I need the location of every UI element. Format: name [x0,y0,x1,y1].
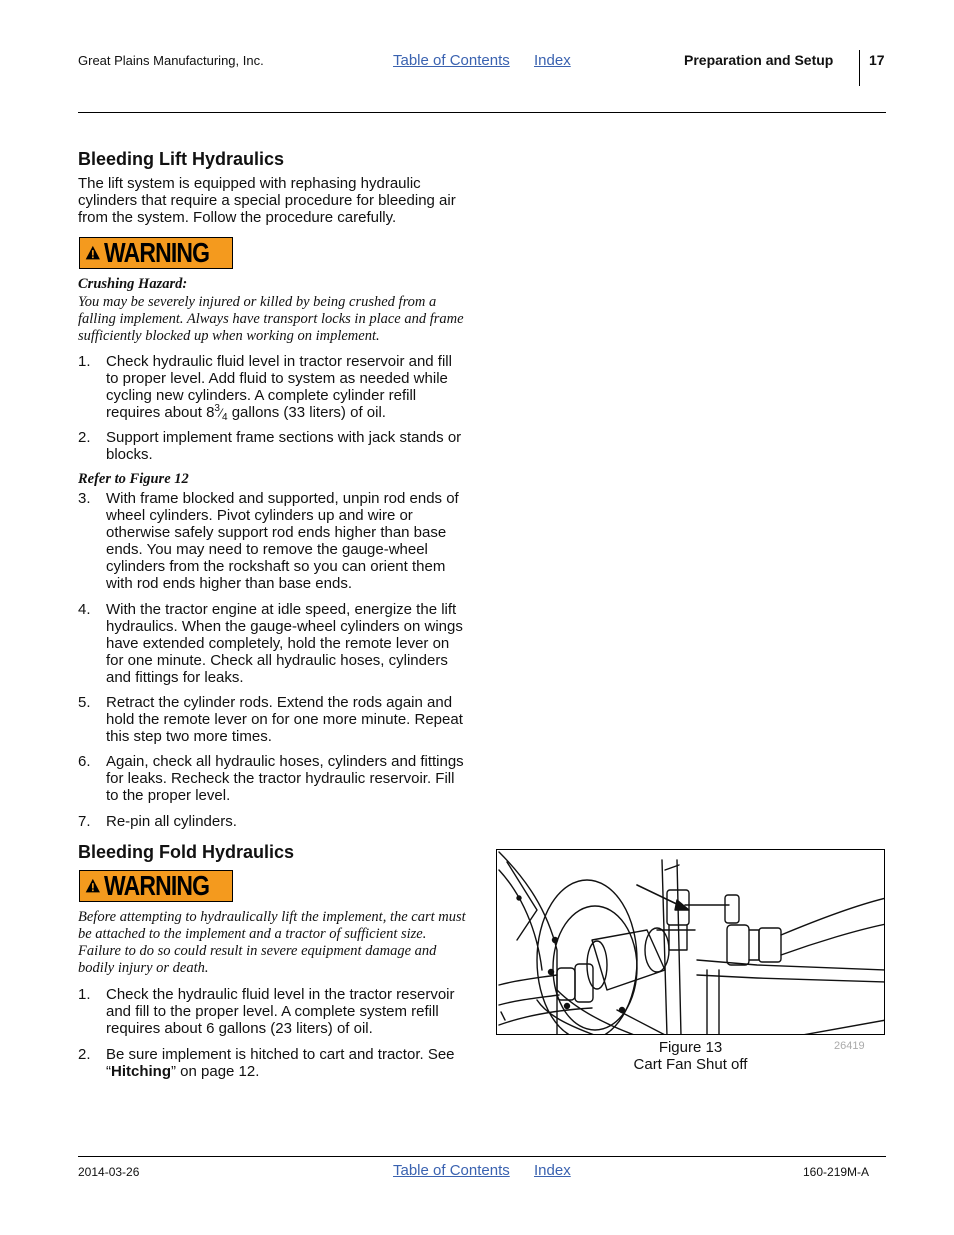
step-number: 1. [78,986,91,1003]
hitching-link[interactable]: Hitching [111,1063,171,1080]
list-item [78,694,470,745]
warning-label: WARNING [103,237,209,268]
step-number: 4. [78,601,91,618]
section-title: Preparation and Setup [684,52,834,68]
step-text: Retract the cylinder rods. Extend the rods again and hold the remote lever on for one more minute. Repeat this step two more times. [106,694,463,745]
lift-intro: The lift system is equipped with rephasing hydraulic cylinders that require a special procedure for bleeding air from the system. Follow the procedure carefully. [78,175,456,226]
lift-heading: Bleeding Lift Hydraulics [78,149,285,169]
step-text: Check the hydraulic fluid level in the tractor reservoir and fill to the proper level. A complete system refill requires about 6 gallons (23 liters) of oil. [106,986,455,1037]
step-number: 1. [78,353,91,370]
step-number: 6. [78,753,91,770]
footer-rule [78,1156,886,1157]
list-item [78,601,470,686]
list-item [78,813,470,830]
page-number: 17 [869,52,885,68]
footer-toc-link[interactable]: Table of Contents [393,1162,510,1179]
fold-heading: Bleeding Fold Hydraulics [78,842,295,862]
list-item [78,753,470,804]
step-number: 3. [78,490,91,507]
figure-reference: Refer to Figure 12 [78,471,189,487]
list-item [78,986,470,1037]
list-item [78,490,470,592]
footer-index-link[interactable]: Index [534,1162,571,1179]
hazard-title: Crushing Hazard: [78,276,188,292]
figure-13-illustration [496,849,885,1035]
figure-number: Figure 13 [658,1039,723,1056]
warning-triangle-icon [85,875,101,897]
figure-caption [496,1039,885,1073]
hazard-text: You may be severely injured or killed by being crushed from a falling implement. Always have transport locks in place and frame sufficiently blocked up when working on implement. [78,294,464,344]
warning-triangle-icon [85,242,101,264]
footer-doc-number: 160-219M-A [803,1165,870,1179]
fold-warning-text: Before attempting to hydraulically lift the implement, the cart must be attached to the implement and a tractor of sufficient size. Failure to do so could result in severe equipment damage and bodily injury or death. [78,909,466,976]
warning-sign-lift [79,237,233,269]
step-text: Check hydraulic fluid level in tractor reservoir and fill to proper level. Add fluid to system as needed while cycling new cylinders. A complete cylinder refill requires about $8^3⁄_4$ gallons (33 liters) of oil. [106,353,452,423]
footer-date: 2014-03-26 [78,1165,140,1179]
step-number: 7. [78,813,91,830]
company-name: Great Plains Manufacturing, Inc. [78,53,264,68]
figure-id: 26419 [834,1040,865,1052]
header-toc-link[interactable]: Table of Contents [393,52,510,69]
step-text: Again, check all hydraulic hoses, cylinders and fittings for leaks. Recheck the tractor hydraulic reservoir. Fill to the proper level. [106,753,464,804]
step-text: With frame blocked and supported, unpin rod ends of wheel cylinders. Pivot cylinders up and wire or otherwise safely support rod ends higher than base ends. You may need to remove the gauge-wheel cylinders from the rockshaft so you can orient them with rod ends higher than base ends. [106,490,459,592]
list-item [78,429,470,463]
header-rule [78,112,886,113]
list-item [78,353,470,421]
step-text: With the tractor engine at idle speed, energize the lift hydraulics. When the gauge-wheel cylinders on wings have extended completely, hold the remote lever on for one minute. Check all hydraulic hoses, cylinders and fittings for leaks. [106,601,463,686]
header-divider [859,50,860,86]
warning-label: WARNING [103,870,209,901]
step-text: Be sure implement is hitched to cart and tractor. See “Hitching” on page 12. [106,1046,455,1080]
step-text: Support implement frame sections with jack stands or blocks. [106,429,462,463]
figure-title: Cart Fan Shut off [633,1056,748,1073]
header-index-link[interactable]: Index [534,52,571,69]
warning-sign-fold [79,870,233,902]
step-number: 2. [78,1046,91,1063]
step-text: Re-pin all cylinders. [106,813,237,830]
step-number: 2. [78,429,91,446]
step-number: 5. [78,694,91,711]
list-item [78,1046,470,1080]
